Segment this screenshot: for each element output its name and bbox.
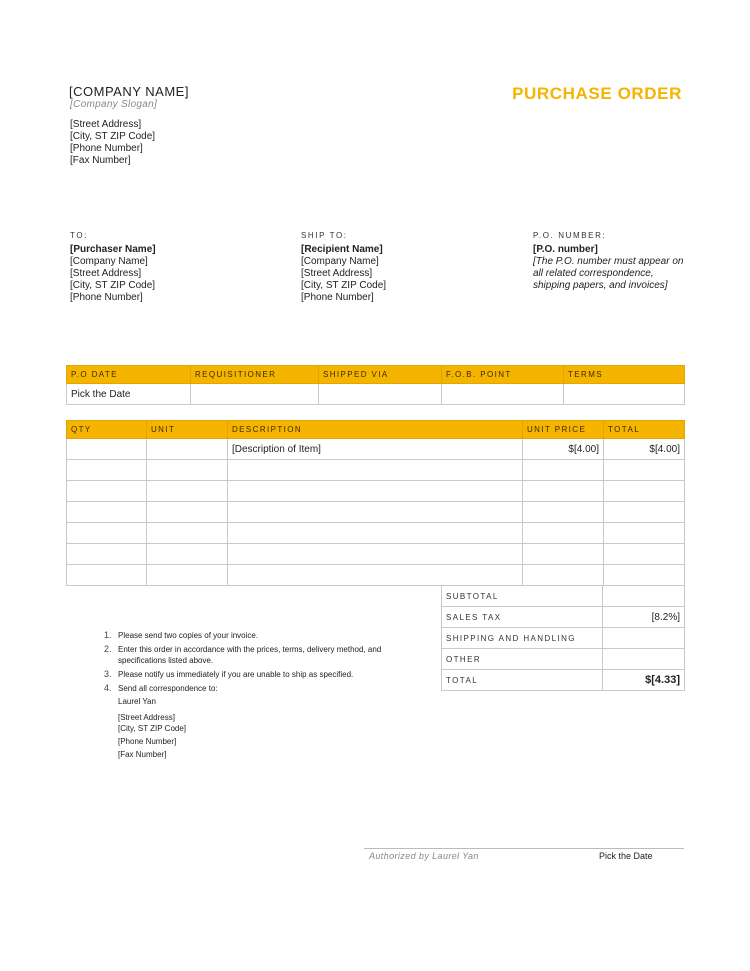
to-phone: [Phone Number] [70, 292, 143, 303]
table-row [67, 523, 685, 544]
description-cell[interactable]: [Description of Item] [228, 439, 523, 460]
contact-fax: [Fax Number] [118, 750, 167, 759]
po-number-block [533, 230, 703, 292]
ship-to-label: SHIP TO: [301, 231, 348, 240]
header-unit: UNIT [147, 421, 228, 439]
ship-company: [Company Name] [301, 256, 379, 267]
unit-price-cell[interactable] [523, 481, 604, 502]
header-requisitioner: REQUISITIONER [191, 366, 319, 384]
total-value[interactable]: $[4.33] [603, 670, 685, 691]
header-po-date: P.O DATE [67, 366, 191, 384]
header-fob-point: F.O.B. POINT [442, 366, 564, 384]
unit-cell[interactable] [147, 460, 228, 481]
unit-price-cell[interactable] [523, 460, 604, 481]
other-value[interactable] [603, 649, 685, 670]
requisitioner-cell[interactable] [191, 384, 319, 405]
sales-tax-label: SALES TAX [442, 607, 603, 628]
total-cell[interactable] [604, 565, 685, 586]
total-cell[interactable] [604, 544, 685, 565]
unit-cell[interactable] [147, 544, 228, 565]
authorized-by[interactable]: Authorized by Laurel Yan [369, 851, 479, 861]
unit-price-cell[interactable] [523, 523, 604, 544]
signature-date-picker[interactable]: Pick the Date [599, 851, 653, 861]
notes-list [92, 630, 394, 763]
unit-price-cell[interactable] [523, 544, 604, 565]
unit-cell[interactable] [147, 502, 228, 523]
company-slogan: [Company Slogan] [70, 99, 158, 110]
ship-street: [Street Address] [301, 268, 373, 279]
other-label: OTHER [442, 649, 603, 670]
unit-price-cell[interactable] [523, 565, 604, 586]
unit-cell[interactable] [147, 565, 228, 586]
totals-table [441, 586, 685, 691]
description-cell[interactable] [228, 502, 523, 523]
company-address [70, 119, 155, 167]
company-fax: [Fax Number] [70, 155, 131, 166]
description-cell[interactable] [228, 481, 523, 502]
to-city: [City, ST ZIP Code] [70, 280, 156, 291]
header-unit-price: UNIT PRICE [523, 421, 604, 439]
qty-cell[interactable] [67, 481, 147, 502]
shipping-value[interactable] [603, 628, 685, 649]
company-street: [Street Address] [70, 119, 142, 130]
shipping-label: SHIPPING AND HANDLING [442, 628, 603, 649]
description-cell[interactable] [228, 544, 523, 565]
subtotal-label: SUBTOTAL [442, 586, 603, 607]
qty-cell[interactable] [67, 565, 147, 586]
unit-cell[interactable] [147, 481, 228, 502]
description-cell[interactable] [228, 460, 523, 481]
header-shipped-via: SHIPPED VIA [319, 366, 442, 384]
note-correspondence: 4. Send all correspondence to: [118, 684, 218, 693]
contact-street: [Street Address] [118, 713, 175, 722]
note-item: 1. Please send two copies of your invoice. [114, 630, 394, 641]
table-row [67, 502, 685, 523]
items-table [66, 420, 685, 586]
fob-point-cell[interactable] [442, 384, 564, 405]
sales-tax-value[interactable]: [8.2%] [603, 607, 685, 628]
po-number-value[interactable]: [P.O. number] [533, 244, 598, 255]
note-item: 2. Enter this order in accordance with the prices, terms, delivery method, and specifications listed above. [114, 644, 394, 666]
header-description: DESCRIPTION [228, 421, 523, 439]
recipient-name: [Recipient Name] [301, 244, 383, 255]
qty-cell[interactable] [67, 439, 147, 460]
ship-city: [City, ST ZIP Code] [301, 280, 387, 291]
contact-phone: [Phone Number] [118, 737, 177, 746]
unit-cell[interactable] [147, 439, 228, 460]
total-cell[interactable]: $[4.00] [604, 439, 685, 460]
description-cell[interactable] [228, 565, 523, 586]
purchaser-name: [Purchaser Name] [70, 244, 156, 255]
po-number-note: [The P.O. number must appear on all related correspondence, shipping papers, and invoices] [533, 256, 684, 291]
total-cell[interactable] [604, 481, 685, 502]
description-cell[interactable] [228, 523, 523, 544]
signature-line [364, 848, 684, 849]
header-total: TOTAL [604, 421, 685, 439]
note-item: 3. Please notify us immediately if you are unable to ship as specified. [114, 669, 394, 680]
ship-to-block [301, 230, 471, 304]
total-label: TOTAL [442, 670, 603, 691]
company-name: [COMPANY NAME] [69, 84, 189, 99]
table-row [67, 565, 685, 586]
header-qty: QTY [67, 421, 147, 439]
table-row [67, 439, 685, 460]
header-terms: TERMS [564, 366, 685, 384]
order-info-table [66, 365, 685, 405]
po-date-picker[interactable]: Pick the Date [67, 384, 191, 405]
to-label: TO: [70, 231, 88, 240]
qty-cell[interactable] [67, 460, 147, 481]
unit-cell[interactable] [147, 523, 228, 544]
qty-cell[interactable] [67, 523, 147, 544]
table-row [67, 544, 685, 565]
to-block [70, 230, 240, 304]
table-row [67, 460, 685, 481]
contact-name: Laurel Yan [118, 697, 156, 706]
qty-cell[interactable] [67, 544, 147, 565]
total-cell[interactable] [604, 502, 685, 523]
unit-price-cell[interactable]: $[4.00] [523, 439, 604, 460]
total-cell[interactable] [604, 460, 685, 481]
total-cell[interactable] [604, 523, 685, 544]
ship-phone: [Phone Number] [301, 292, 374, 303]
note-item [114, 683, 394, 760]
contact-block [118, 696, 394, 760]
company-phone: [Phone Number] [70, 143, 143, 154]
to-company: [Company Name] [70, 256, 148, 267]
company-city: [City, ST ZIP Code] [70, 131, 156, 142]
qty-cell[interactable] [67, 502, 147, 523]
subtotal-value[interactable] [603, 586, 685, 607]
contact-city: [City, ST ZIP Code] [118, 724, 187, 733]
po-number-label: P.O. NUMBER: [533, 231, 607, 240]
unit-price-cell[interactable] [523, 502, 604, 523]
terms-cell[interactable] [564, 384, 685, 405]
to-street: [Street Address] [70, 268, 142, 279]
table-row [67, 481, 685, 502]
shipped-via-cell[interactable] [319, 384, 442, 405]
document-title: PURCHASE ORDER [512, 84, 682, 103]
